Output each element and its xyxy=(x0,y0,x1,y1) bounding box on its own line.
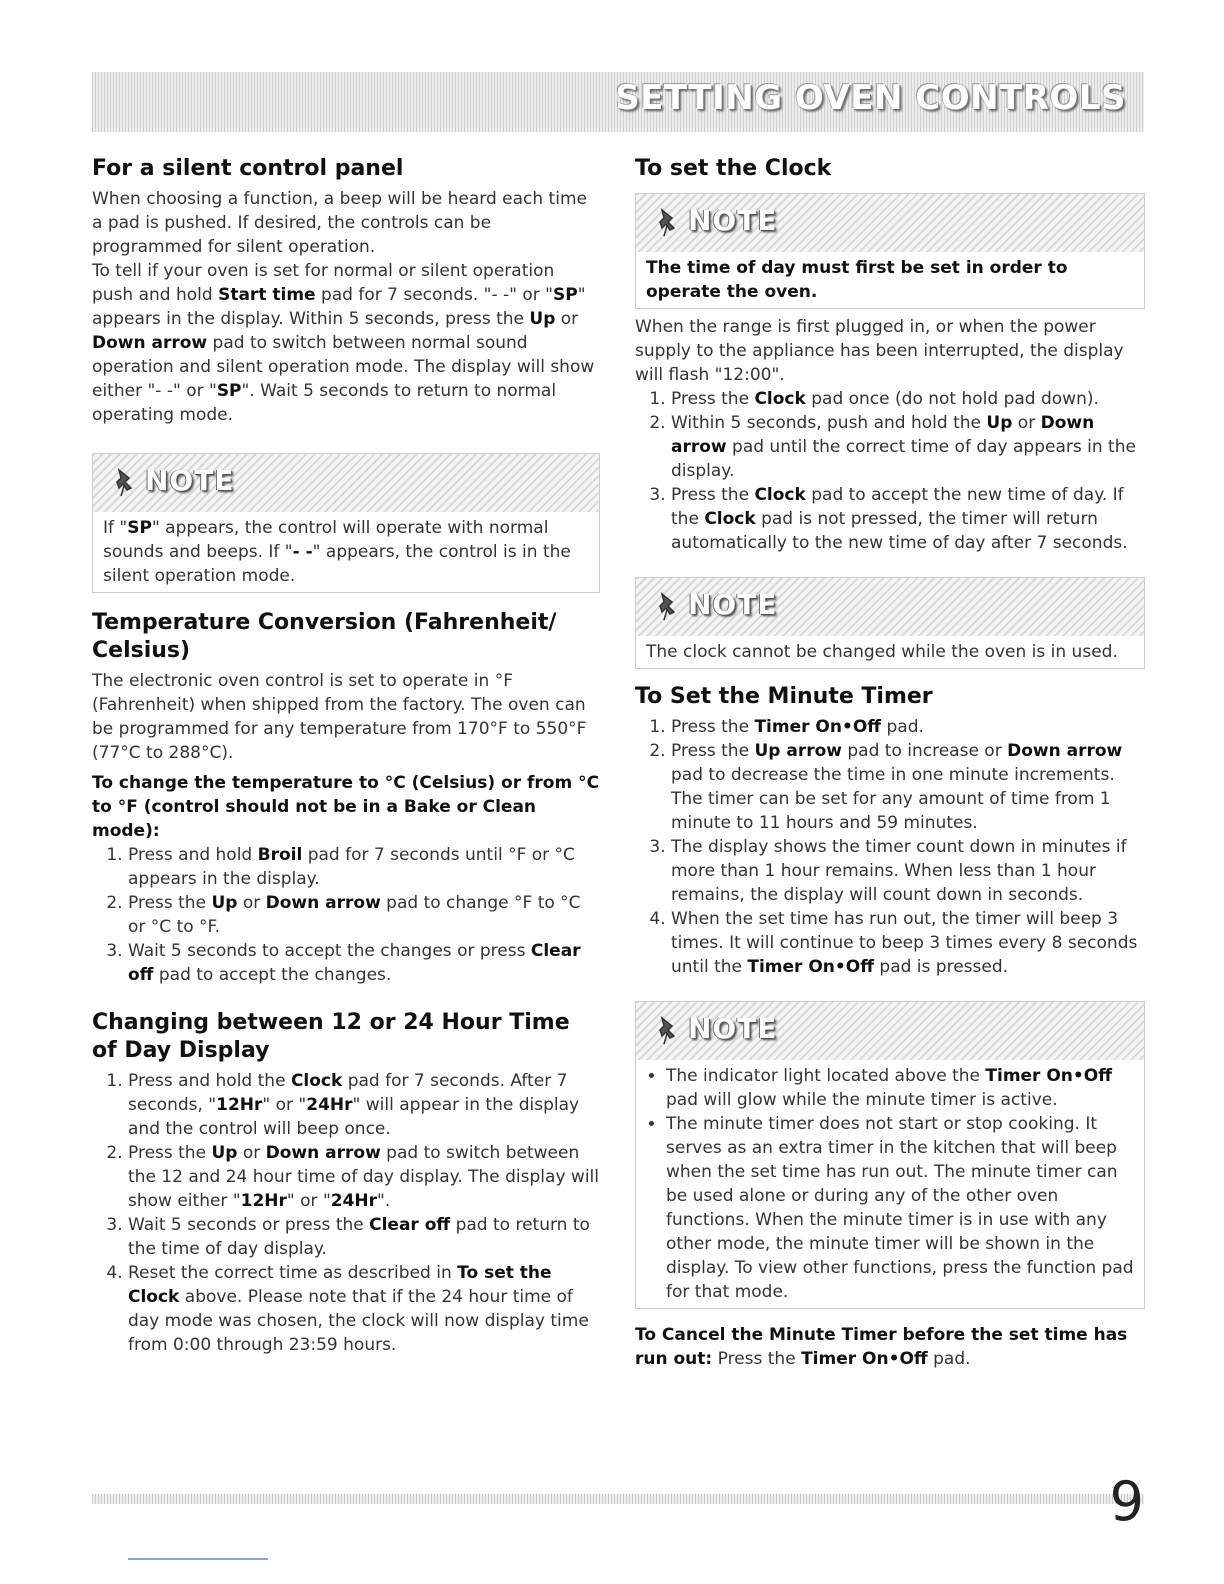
note-label: NOTE xyxy=(688,204,778,237)
list-item: 2. Press the Up arrow pad to increase or Down arrow pad to decrease the time in one minute increments. The timer can be set for any amount of time from 1 minute to 11 hours and 59 minutes. xyxy=(671,739,1145,835)
timer-note xyxy=(635,1001,1145,1309)
note-label: NOTE xyxy=(145,464,235,497)
note-label: NOTE xyxy=(688,588,778,621)
clock-heading: To set the Clock xyxy=(635,156,832,181)
temp-heading: Temperature Conversion (Fahrenheit/ Celsius) xyxy=(92,610,557,663)
clock-p1: When the range is first plugged in, or when the power supply to the appliance has been interrupted, the display will flash "12:00". xyxy=(635,317,1124,385)
left-column xyxy=(92,155,600,1357)
temp-sub: To change the temperature to °C (Celsius) or from °C to °F (control should not be in a Bake or Clean mode): xyxy=(92,773,600,841)
list-item: 4. When the set time has run out, the timer will beep 3 times. It will continue to beep 3 times every 8 seconds until the Timer On•Off pad is pressed. xyxy=(671,907,1145,979)
silent-note xyxy=(92,453,600,593)
silent-p2: To tell if your oven is set for normal or silent operation push and hold Start time pad for 7 seconds. "- -" or "SP" appears in the display. Within 5 seconds, press the Up or Down arrow pad to switch between normal sound operation and silent operation mode. The display will show either "- -" or "SP". Wait 5 seconds to return to normal operating mode. xyxy=(92,261,595,425)
note-body xyxy=(636,1060,1144,1308)
note-body: The clock cannot be changed while the oven is in used. xyxy=(646,642,1118,662)
list-item: 3. Wait 5 seconds or press the Clear off pad to return to the time of day display. xyxy=(128,1213,600,1261)
page-number: 9 xyxy=(1109,1470,1144,1533)
note-body: The time of day must first be set in order to operate the oven. xyxy=(646,258,1068,302)
pushpin-icon xyxy=(658,592,678,622)
list-item: 3. The display shows the timer count down in minutes if more than 1 hour remains. When less than 1 hour remains, the display will count down in seconds. xyxy=(671,835,1145,907)
list-item: 1. Press the Timer On•Off pad. xyxy=(671,715,1145,739)
temp-steps xyxy=(92,843,600,987)
timer-cancel: To Cancel the Minute Timer before the set time has run out: Press the Timer On•Off pad. xyxy=(635,1325,1128,1369)
note-label: NOTE xyxy=(688,1012,778,1045)
list-item: 2. Press the Up or Down arrow pad to switch between the 12 and 24 hour time of day display. The display will show either "12Hr" or "24Hr". xyxy=(128,1141,600,1213)
list-item: 2. Press the Up or Down arrow pad to change °F to °C or °C to °F. xyxy=(128,891,600,939)
clock-note xyxy=(635,193,1145,309)
page-title: SETTING OVEN CONTROLS xyxy=(615,78,1126,118)
temp-p1: The electronic oven control is set to operate in °F (Fahrenheit) when shipped from the factory. The oven can be programmed for any temperature from 170°F to 550°F (77°C to 288°C). xyxy=(92,671,587,763)
note-bar xyxy=(93,454,599,512)
list-item: 1. Press and hold the Clock pad for 7 seconds. After 7 seconds, "12Hr" or "24Hr" will appear in the display and the control will beep once. xyxy=(128,1069,600,1141)
divider xyxy=(128,1558,268,1560)
clock-note-2 xyxy=(635,577,1145,669)
silent-heading: For a silent control panel xyxy=(92,156,404,181)
note-bar xyxy=(636,194,1144,252)
pushpin-icon xyxy=(658,208,678,238)
header-banner xyxy=(92,72,1144,132)
note-bar xyxy=(636,578,1144,636)
list-item: • The minute timer does not start or stop cooking. It serves as an extra timer in the kitchen that will beep when the set time has run out. The minute timer can be used alone or during any of the other oven functions. When the minute timer is in use with any other mode, the minute timer will be shown in the display. To view other functions, press the function pad for that mode. xyxy=(666,1112,1134,1304)
clock-steps xyxy=(635,387,1145,555)
pushpin-icon xyxy=(115,468,135,498)
list-item: 4. Reset the correct time as described in To set the Clock above. Please note that if the 24 hour time of day mode was chosen, the clock will now display time from 0:00 through 23:59 hours. xyxy=(128,1261,600,1357)
list-item: 3. Press the Clock pad to accept the new time of day. If the Clock pad is not pressed, the timer will return automatically to the new time of day after 7 seconds. xyxy=(671,483,1145,555)
silent-p1: When choosing a function, a beep will be heard each time a pad is pushed. If desired, the controls can be programmed for silent operation. xyxy=(92,189,587,257)
timer-steps xyxy=(635,715,1145,979)
note-bar xyxy=(636,1002,1144,1060)
pushpin-icon xyxy=(658,1016,678,1046)
note-bullets xyxy=(646,1064,1134,1304)
right-column xyxy=(635,155,1145,1371)
hour-steps xyxy=(92,1069,600,1357)
timer-heading: To Set the Minute Timer xyxy=(635,684,933,709)
list-item: 1. Press the Clock pad once (do not hold pad down). xyxy=(671,387,1145,411)
list-item: 2. Within 5 seconds, push and hold the Up or Down arrow pad until the correct time of day appears in the display. xyxy=(671,411,1145,483)
footer-bar xyxy=(92,1494,1144,1504)
list-item: • The indicator light located above the Timer On•Off pad will glow while the minute timer is active. xyxy=(666,1064,1134,1112)
list-item: 3. Wait 5 seconds to accept the changes or press Clear off pad to accept the changes. xyxy=(128,939,600,987)
hour-heading: Changing between 12 or 24 Hour Time of Day Display xyxy=(92,1010,570,1063)
note-body: If "SP" appears, the control will operate with normal sounds and beeps. If "- -" appears, the control is in the silent operation mode. xyxy=(103,518,571,586)
list-item: 1. Press and hold Broil pad for 7 seconds until °F or °C appears in the display. xyxy=(128,843,600,891)
